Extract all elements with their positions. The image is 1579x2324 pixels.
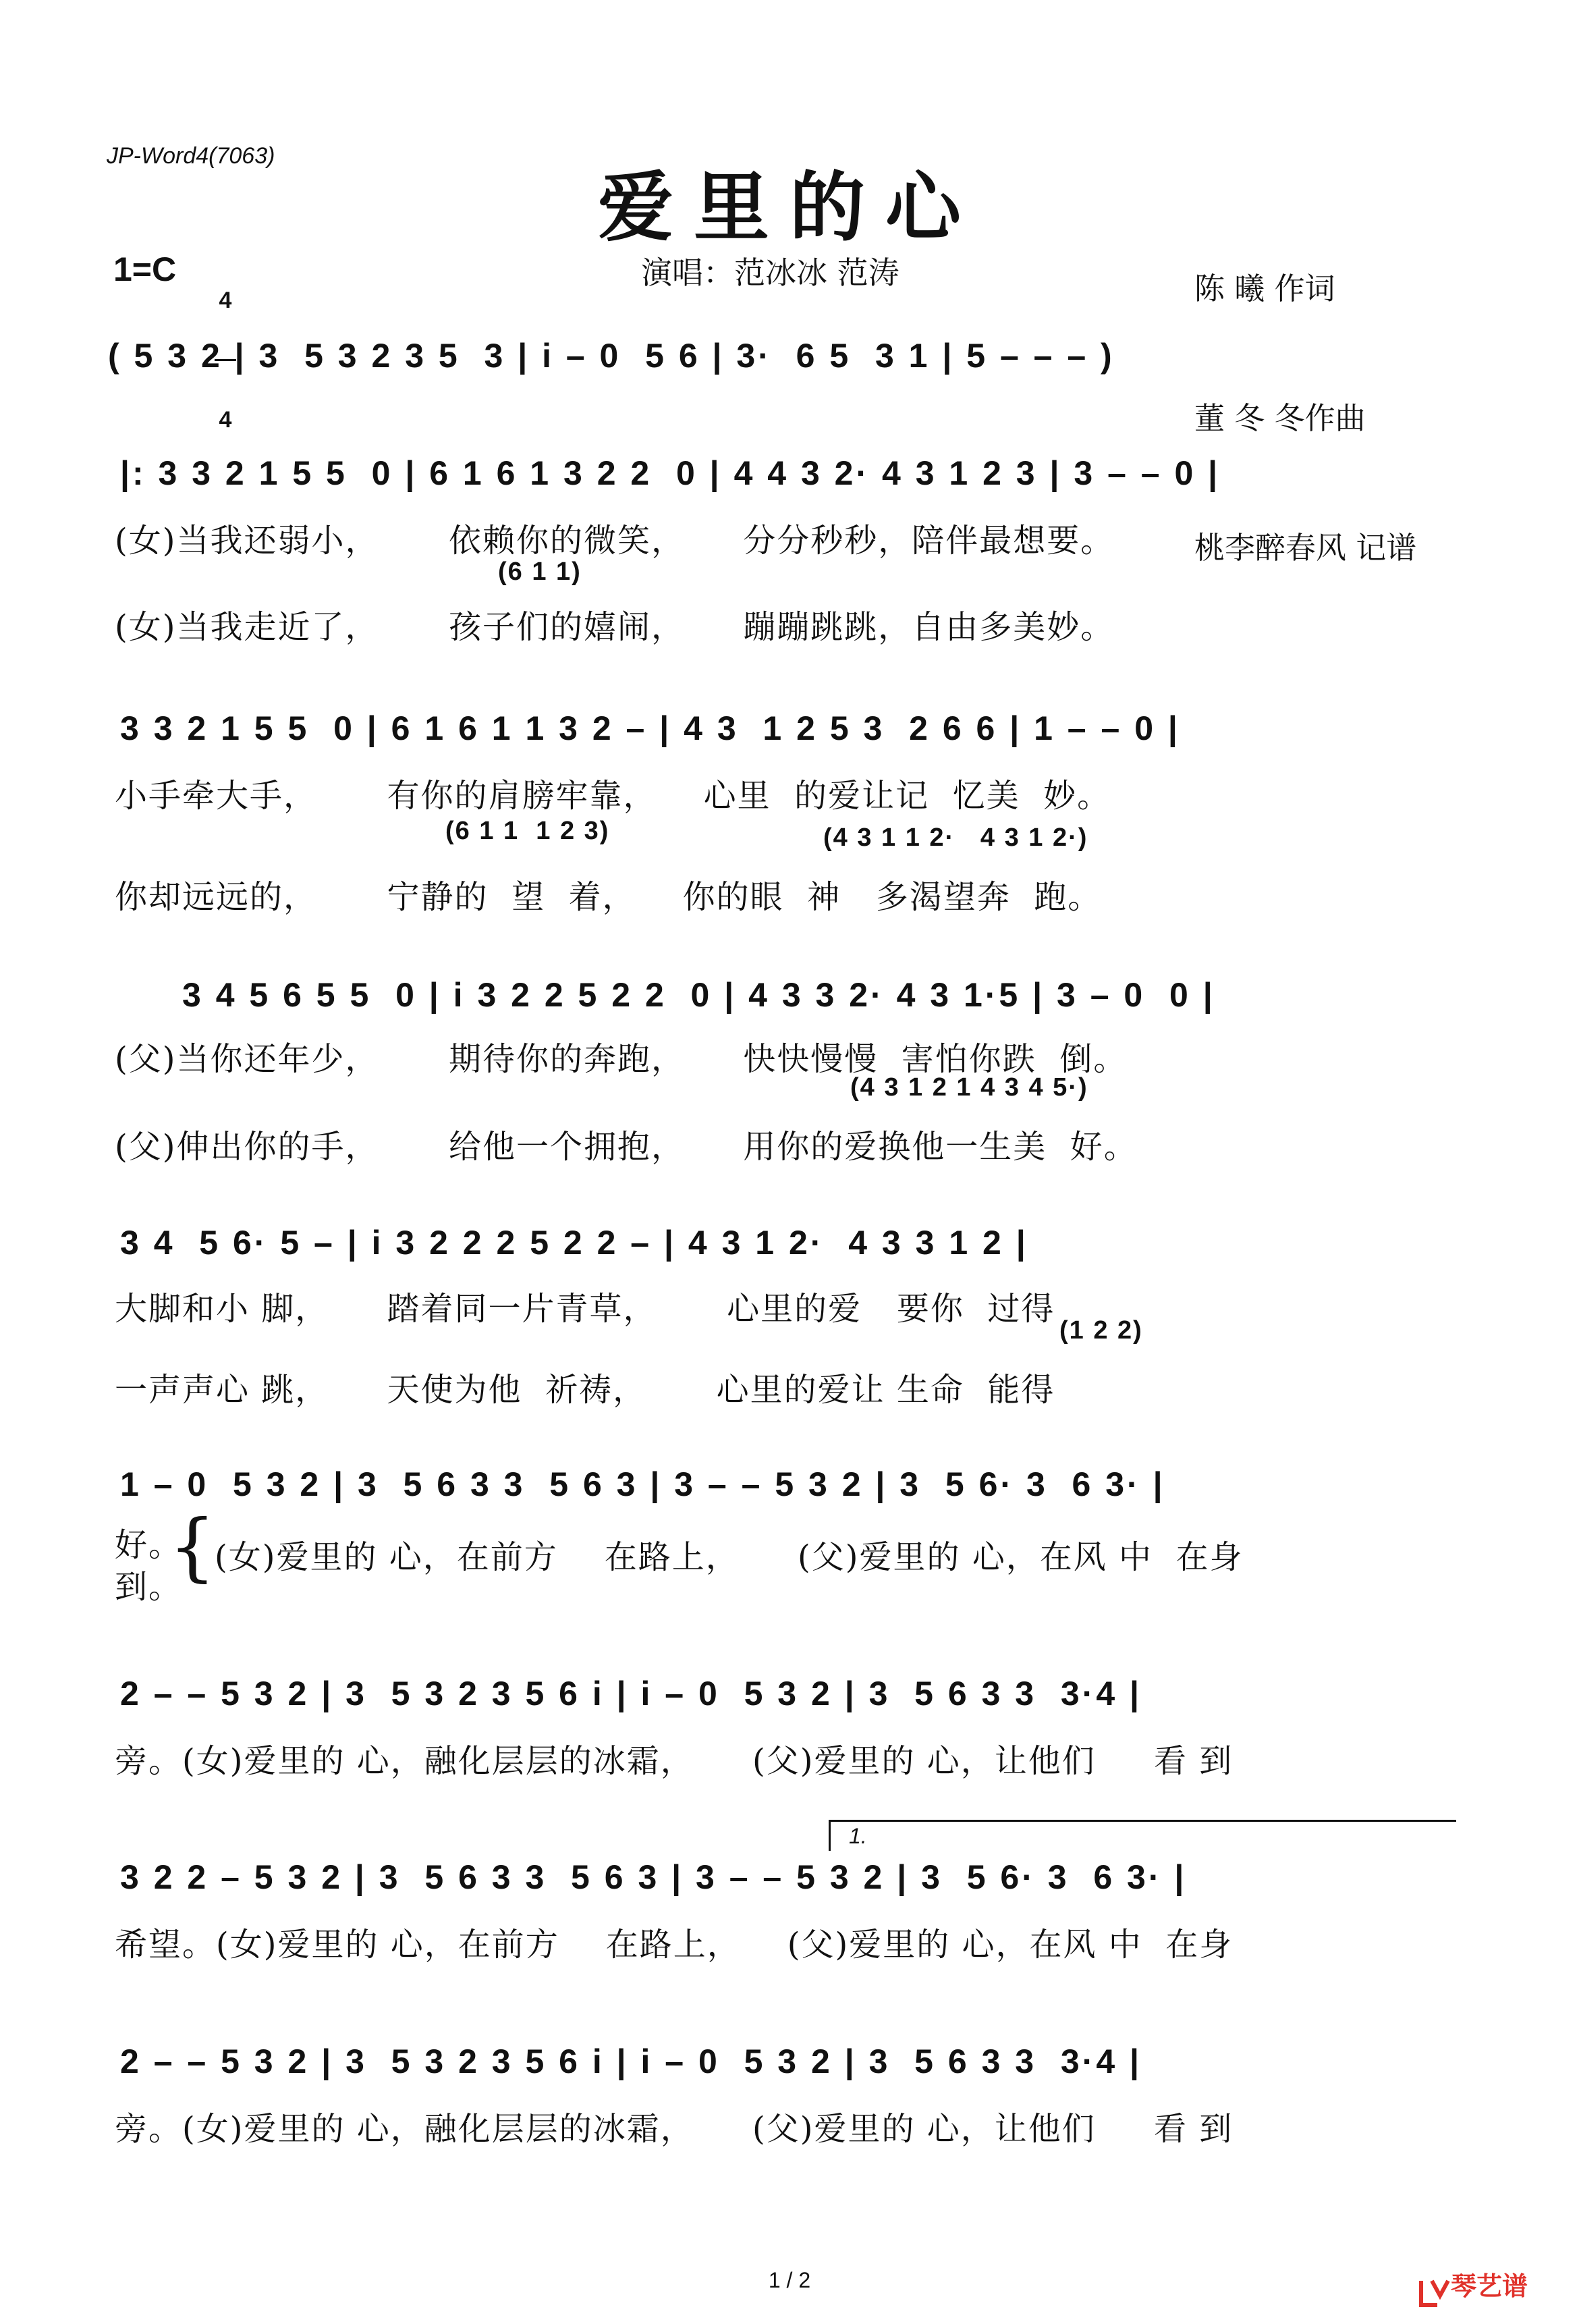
time-numerator: 4	[219, 288, 232, 313]
score-line-intro: ( 5 3 2 | 3 5 3 2 3 5 3 | i – 0 5 6 | 3· 6 5 3 1 | 5 – – – )	[108, 337, 1115, 375]
score-line-5: 1 – 0 5 3 2 | 3 5 6 3 3 5 6 3 | 3 – – 5 3 2 | 3 5 6· 3 6 3· |	[120, 1465, 1165, 1503]
time-denominator: 4	[219, 407, 232, 433]
lyric-line-1a: (女)当我还弱小， 依赖你的微笑， 分分秒秒，陪伴最想要。	[115, 522, 1115, 560]
watermark-logo-icon	[1417, 2275, 1452, 2311]
lyric-line-2a: 小手牵大手， 有你的肩膀牢靠， 心里 的爱让记 忆美 妙。	[115, 777, 1111, 815]
alt-notes-4: (1 2 2)	[1059, 1316, 1143, 1345]
lyric-line-1b: (女)当我走近了， 孩子们的嬉闹， 蹦蹦跳跳，自由多美妙。	[115, 608, 1115, 646]
lyric-line-4b: 一声声心 跳， 天使为他 祈祷， 心里的爱让 生命 能得	[115, 1371, 1055, 1409]
alt-notes-3: (4 3 1 2 1 4 3 4 5·)	[850, 1073, 1088, 1102]
lyric-line-8: 旁。(女)爱里的 心，融化层层的冰霜， (父)爱里的 心，让他们 看 到	[115, 2110, 1234, 2148]
key-signature: 1=C	[113, 250, 177, 288]
score-line-4: 3 4 5 6· 5 – | i 3 2 2 2 5 2 2 – | 4 3 1 2· 4 3 3 1 2 |	[120, 1224, 1028, 1262]
credits	[1194, 181, 1416, 613]
volta-number: 1.	[849, 1824, 867, 1848]
lyric-line-3a: (父)当你还年少， 期待你的奔跑， 快快慢慢 害怕你跌 倒。	[115, 1040, 1128, 1078]
lyric-line-3b: (父)伸出你的手， 给他一个拥抱， 用你的爱换他一生美 好。	[115, 1128, 1138, 1166]
volta-bracket-line	[829, 1820, 1456, 1822]
watermark	[1410, 2263, 1452, 2313]
watermark-text: 琴艺谱	[1451, 2271, 1528, 2301]
score-line-2: 3 3 2 1 5 5 0 | 6 1 6 1 1 3 2 – | 4 3 1 2 5 3 2 6 6 | 1 – – 0 |	[120, 709, 1180, 747]
score-line-3: 3 4 5 6 5 5 0 | i 3 2 2 5 2 2 0 | 4 3 3 2· 4 3 1·5 | 3 – 0 0 |	[182, 976, 1215, 1014]
singer-label: 演唱：范冰冰 范涛	[641, 254, 899, 291]
alt-notes-1: (6 1 1)	[498, 558, 582, 586]
lyric-brace: {	[169, 1503, 216, 1590]
alt-notes-2a: (6 1 1 1 2 3)	[445, 817, 610, 845]
credit-score: 桃李醉春风 记谱	[1194, 530, 1417, 566]
score-line-6: 2 – – 5 3 2 | 3 5 3 2 3 5 6 i | i – 0 5 3 2 | 3 5 6 3 3 3·4 |	[120, 1675, 1142, 1712]
score-line-8: 2 – – 5 3 2 | 3 5 3 2 3 5 6 i | i – 0 5 3 2 | 3 5 6 3 3 3·4 |	[120, 2043, 1142, 2080]
version-label: JP-Word4(7063)	[107, 143, 275, 169]
lyric-line-2b: 你却远远的， 宁静的 望 着， 你的眼 神 多渴望奔 跑。	[115, 878, 1102, 916]
lyric-line-5: (女)爱里的 心，在前方 在路上， (父)爱里的 心，在风 中 在身	[215, 1538, 1244, 1576]
credit-lyrics: 陈 曦 作词	[1194, 271, 1335, 306]
lyric-line-6: 旁。(女)爱里的 心，融化层层的冰霜， (父)爱里的 心，让他们 看 到	[115, 1742, 1234, 1780]
alt-notes-2b: (4 3 1 1 2· 4 3 1 2·)	[823, 823, 1088, 852]
page-number: 1 / 2	[768, 2268, 811, 2292]
score-line-1: |: 3 3 2 1 5 5 0 | 6 1 6 1 3 2 2 0 | 4 4 3 2· 4 3 1 2 3 | 3 – – 0 |	[120, 454, 1221, 492]
lyric-ending-b: 到。	[115, 1568, 183, 1606]
credit-music: 董 冬 冬作曲	[1194, 400, 1366, 436]
volta-bracket-hook	[829, 1820, 831, 1851]
lyric-ending-a: 好。	[115, 1526, 183, 1564]
lyric-line-7: 希望。(女)爱里的 心，在前方 在路上， (父)爱里的 心，在风 中 在身	[115, 1926, 1234, 1964]
song-title: 爱里的心	[598, 163, 981, 252]
lyric-line-4a: 大脚和小 脚， 踏着同一片青草， 心里的爱 要你 过得	[115, 1290, 1055, 1328]
score-line-7: 3 2 2 – 5 3 2 | 3 5 6 3 3 5 6 3 | 3 – – 5 3 2 | 3 5 6· 3 6 3· |	[120, 1858, 1187, 1896]
